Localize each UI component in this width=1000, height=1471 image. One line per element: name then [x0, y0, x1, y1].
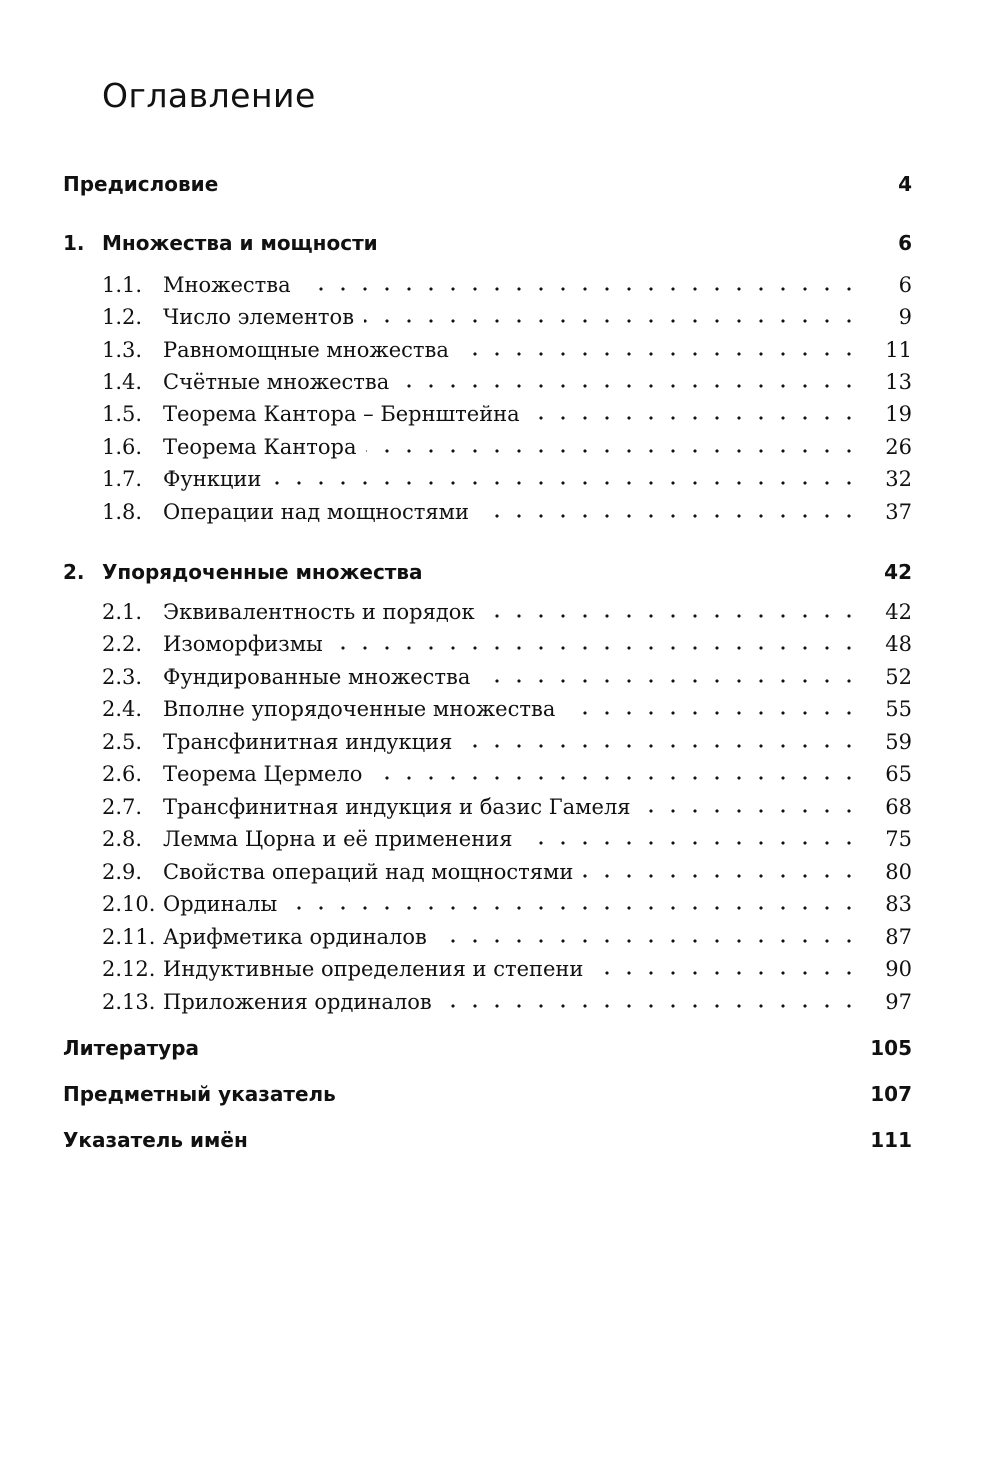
entry-number: 1.4.: [102, 370, 143, 394]
toc-entry: [0, 600, 1000, 634]
entry-label: Эквивалентность и порядок: [163, 600, 475, 624]
entry-page: 48: [885, 632, 912, 656]
page-title: Оглавление: [102, 76, 316, 115]
entry-number: 1.3.: [102, 338, 143, 362]
dot-leader: [641, 809, 860, 813]
entry-number: 1.7.: [102, 467, 143, 491]
toc-entry: [0, 860, 1000, 894]
entry-page: 6: [898, 273, 912, 297]
entry-label: Теорема Цермело: [163, 762, 363, 786]
toc-entry: [0, 665, 1000, 699]
entry-label: Счётные множества: [163, 370, 390, 394]
dot-leader: [442, 1004, 860, 1008]
entry-page: 37: [885, 500, 912, 524]
entry-number: 2.9.: [102, 860, 143, 884]
entry-number: 2.6.: [102, 762, 143, 786]
toc-entry: [0, 697, 1000, 731]
entry-number: 2.1.: [102, 600, 143, 624]
toc-entry: [0, 925, 1000, 959]
entry-label: Трансфинитная индукция: [163, 730, 453, 754]
entry-page: 6: [898, 231, 912, 255]
entry-label: Ординалы: [163, 892, 278, 916]
toc-entry: [0, 1036, 1000, 1070]
toc-entry: [0, 172, 1000, 206]
dot-leader: [364, 319, 860, 323]
toc-entry: [0, 500, 1000, 534]
entry-page: 9: [898, 305, 912, 329]
entry-page: 97: [885, 990, 912, 1014]
entry-number: 2.8.: [102, 827, 143, 851]
entry-number: 1.2.: [102, 305, 143, 329]
entry-page: 26: [885, 435, 912, 459]
entry-label: Операции над мощностями: [163, 500, 469, 524]
toc-entry: [0, 762, 1000, 796]
entry-label: Число элементов: [163, 305, 355, 329]
entry-label: Трансфинитная индукция и базис Гамеля: [163, 795, 631, 819]
entry-page: 19: [885, 402, 912, 426]
entry-number: 1.1.: [102, 273, 143, 297]
entry-page: 52: [885, 665, 912, 689]
toc-entry: [0, 560, 1000, 594]
entry-number: 2.10.: [102, 892, 156, 916]
dot-leader: [479, 514, 860, 518]
entry-page: 90: [885, 957, 912, 981]
dot-leader: [459, 352, 860, 356]
entry-number: 1.6.: [102, 435, 143, 459]
entry-page: 11: [885, 338, 912, 362]
entry-label: Лемма Цорна и её применения: [163, 827, 513, 851]
entry-label: Функции: [163, 467, 262, 491]
toc-entry: [0, 1082, 1000, 1116]
entry-label: Множества: [163, 273, 291, 297]
entry-label: Свойства операций над мощностями: [163, 860, 574, 884]
dot-leader: [399, 384, 860, 388]
dot-leader: [485, 614, 860, 618]
entry-page: 75: [885, 827, 912, 851]
entry-number: 2.7.: [102, 795, 143, 819]
entry-number: 1.8.: [102, 500, 143, 524]
toc-entry: [0, 990, 1000, 1024]
entry-label: Изоморфизмы: [163, 632, 323, 656]
entry-page: 4: [898, 172, 912, 196]
entry-number: 2.4.: [102, 697, 143, 721]
toc-entry: [0, 730, 1000, 764]
entry-page: 105: [870, 1036, 912, 1060]
dot-leader: [437, 939, 860, 943]
entry-label: Арифметика ординалов: [163, 925, 427, 949]
entry-page: 68: [885, 795, 912, 819]
toc-entry: [0, 467, 1000, 501]
entry-number: 1.: [63, 231, 85, 255]
entry-label: Вполне упорядоченные множества: [163, 697, 556, 721]
entry-label: Индуктивные определения и степени: [163, 957, 584, 981]
entry-label: Предисловие: [63, 172, 219, 196]
dot-leader: [480, 679, 860, 683]
dot-leader: [530, 416, 860, 420]
dot-leader: [565, 711, 860, 715]
entry-label: Теорема Кантора – Бернштейна: [163, 402, 520, 426]
dot-leader: [287, 906, 860, 910]
toc-entry: [0, 795, 1000, 829]
toc-entry: [0, 957, 1000, 991]
dot-leader: [372, 776, 860, 780]
toc-entry: [0, 435, 1000, 469]
dot-leader: [593, 971, 860, 975]
toc-entry: [0, 273, 1000, 307]
entry-number: 2.11.: [102, 925, 156, 949]
toc-entry: [0, 632, 1000, 666]
entry-number: 2.: [63, 560, 85, 584]
toc-entry: [0, 231, 1000, 265]
entry-page: 111: [870, 1128, 912, 1152]
dot-leader: [462, 744, 860, 748]
toc-entry: [0, 370, 1000, 404]
entry-number: 2.3.: [102, 665, 143, 689]
entry-page: 59: [885, 730, 912, 754]
dot-leader: [522, 841, 860, 845]
entry-number: 1.5.: [102, 402, 143, 426]
entry-label: Теорема Кантора: [163, 435, 357, 459]
entry-page: 55: [885, 697, 912, 721]
entry-label: Фундированные множества: [163, 665, 471, 689]
dot-leader: [271, 481, 860, 485]
entry-label: Равномощные множества: [163, 338, 449, 362]
entry-number: 2.13.: [102, 990, 156, 1014]
dot-leader: [333, 646, 860, 650]
entry-page: 87: [885, 925, 912, 949]
entry-number: 2.2.: [102, 632, 143, 656]
entry-page: 83: [885, 892, 912, 916]
entry-page: 42: [885, 600, 912, 624]
entry-label: Упорядоченные множества: [102, 560, 423, 584]
dot-leader: [583, 874, 860, 878]
toc-entry: [0, 402, 1000, 436]
dot-leader: [301, 287, 860, 291]
entry-number: 2.5.: [102, 730, 143, 754]
toc-entry: [0, 305, 1000, 339]
entry-label: Множества и мощности: [102, 231, 378, 255]
entry-page: 65: [885, 762, 912, 786]
entry-label: Литература: [63, 1036, 200, 1060]
entry-page: 32: [885, 467, 912, 491]
toc-entry: [0, 1128, 1000, 1162]
entry-number: 2.12.: [102, 957, 156, 981]
entry-label: Указатель имён: [63, 1128, 248, 1152]
entry-page: 42: [884, 560, 912, 584]
toc-entry: [0, 338, 1000, 372]
entry-page: 13: [885, 370, 912, 394]
entry-label: Предметный указатель: [63, 1082, 336, 1106]
dot-leader: [366, 449, 860, 453]
toc-entry: [0, 892, 1000, 926]
entry-label: Приложения ординалов: [163, 990, 432, 1014]
entry-page: 80: [885, 860, 912, 884]
entry-page: 107: [870, 1082, 912, 1106]
toc-entry: [0, 827, 1000, 861]
